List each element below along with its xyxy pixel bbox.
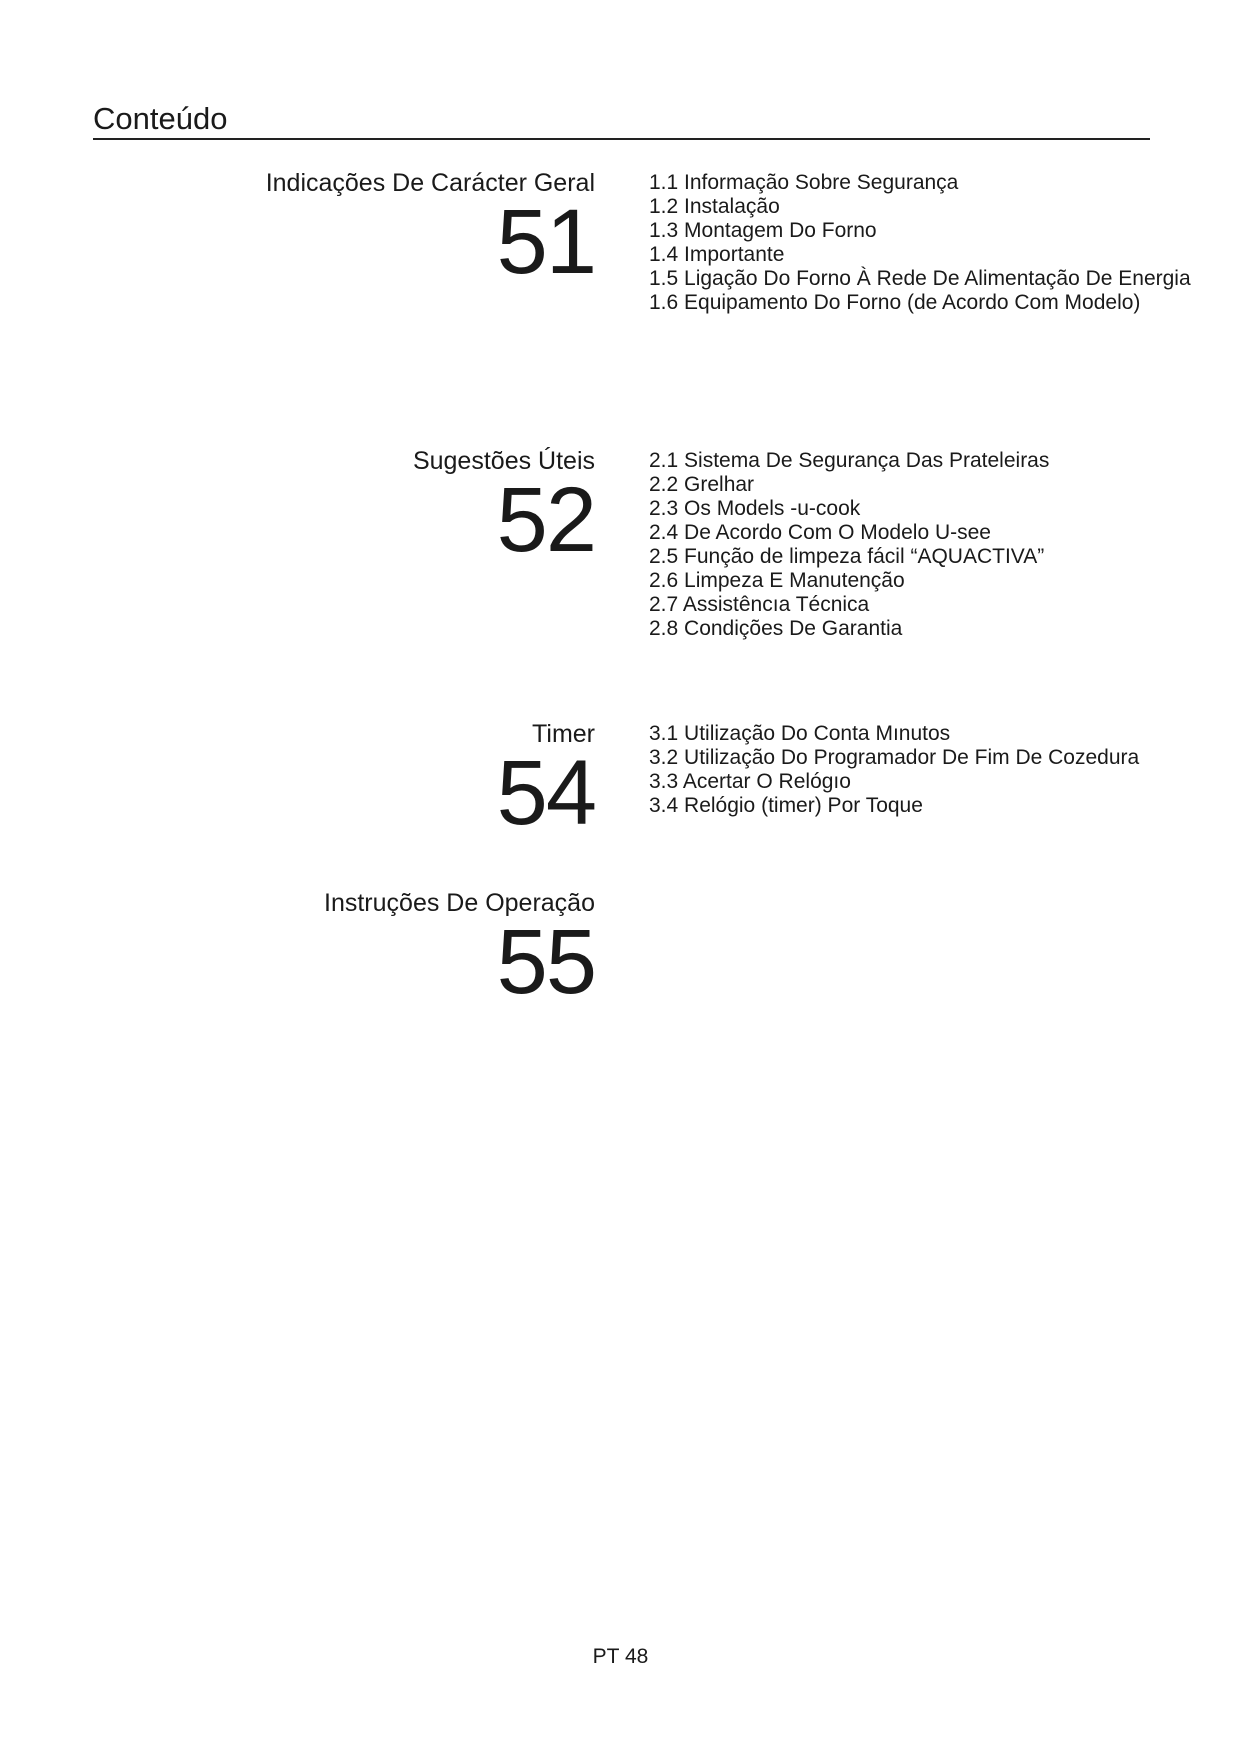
list-item: 2.3 Os Models -u-cook <box>649 497 861 520</box>
list-item: 2.6 Limpeza E Manutenção <box>649 569 905 592</box>
list-item: 2.8 Condições De Garantia <box>649 617 903 640</box>
section-page-number: 52 <box>496 469 595 571</box>
section-2-items <box>649 449 1049 641</box>
list-item: 2.4 De Acordo Com O Modelo U-see <box>649 521 991 544</box>
list-item: 3.2 Utilização Do Programador De Fim De Cozedura <box>649 746 1140 769</box>
list-item: 2.7 Assistêncıa Técnica <box>649 593 870 616</box>
page-title: Conteúdo <box>93 101 228 136</box>
section-page-number: 55 <box>496 911 595 1013</box>
section-1-heading <box>265 168 595 293</box>
list-item: 2.1 Sistema De Segurança Das Prateleiras <box>649 449 1050 472</box>
section-title: Sugestões Úteis <box>412 447 595 475</box>
page-footer: PT 48 <box>592 1645 649 1668</box>
list-item: 2.2 Grelhar <box>649 473 755 496</box>
section-4-heading <box>324 888 595 1013</box>
section-title: Indicações De Carácter Geral <box>265 169 595 197</box>
list-item: 1.6 Equipamento Do Forno (de Acordo Com Modelo) <box>649 291 1141 314</box>
section-title: Timer <box>532 720 595 748</box>
list-item: 3.4 Relógio (timer) Por Toque <box>649 794 923 817</box>
list-item: 1.5 Ligação Do Forno À Rede De Alimentação De Energia <box>649 267 1191 290</box>
list-item: 1.3 Montagem Do Forno <box>649 219 877 242</box>
list-item: 2.5 Função de limpeza fácil “AQUACTIVA” <box>649 545 1045 568</box>
section-title: Instruções De Operação <box>324 889 595 917</box>
list-item: 1.4 Importante <box>649 243 785 266</box>
list-item: 1.2 Instalação <box>649 195 780 218</box>
list-item: 3.1 Utilização Do Conta Mınutos <box>649 722 951 745</box>
section-1-items <box>649 171 1205 315</box>
section-page-number: 54 <box>496 742 595 844</box>
section-3-heading <box>496 719 595 844</box>
list-item: 3.3 Acertar O Relógıo <box>649 770 851 793</box>
title-divider <box>93 138 1150 140</box>
section-page-number: 51 <box>496 191 595 293</box>
section-3-items <box>649 722 1139 818</box>
section-2-heading <box>412 446 595 571</box>
list-item: 1.1 Informação Sobre Segurança <box>649 171 959 194</box>
